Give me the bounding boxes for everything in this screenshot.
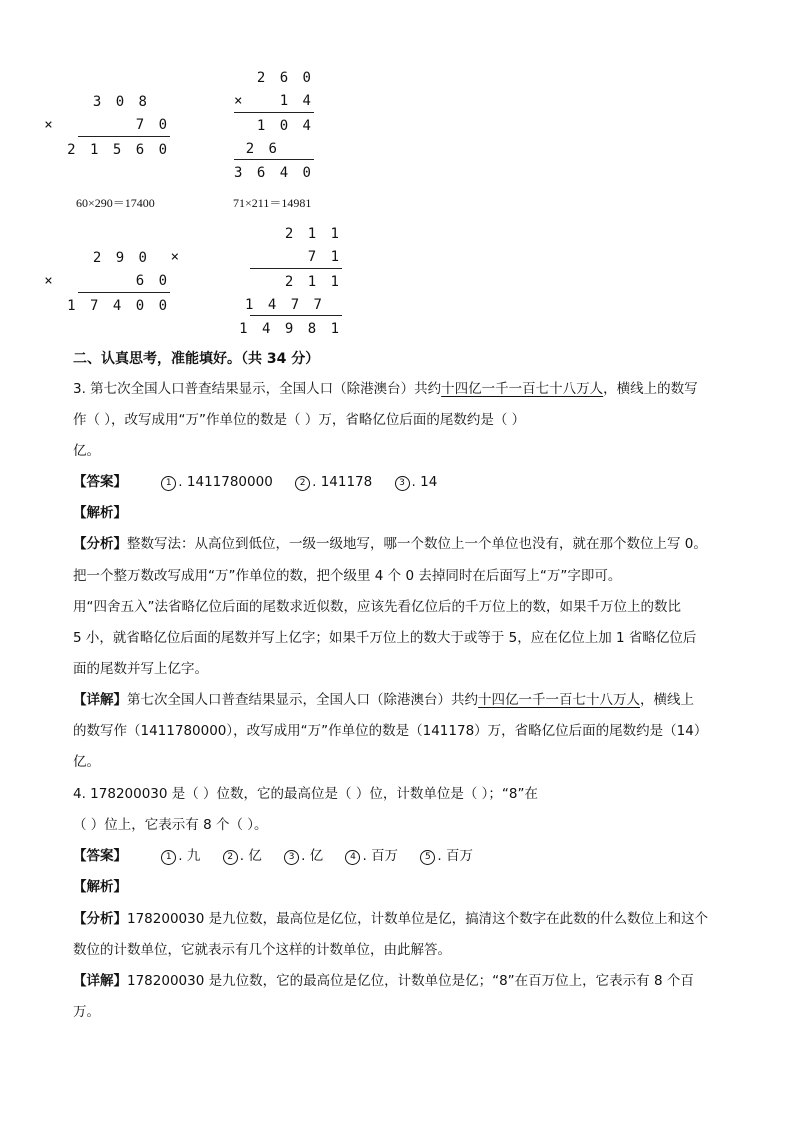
answer-value: 14 [420, 474, 438, 490]
analysis-text: 178200030 是九位数，最高位是亿位，计数单位是亿，搞清这个数字在此数的什么数位上和这个 [127, 911, 709, 927]
circled-number: 1 [161, 850, 176, 865]
equation-71x211: 71×211＝14981 [233, 196, 312, 210]
answer-item: 1 . 1411780000 [161, 474, 273, 490]
q4-analysis-2: 数位的计数单位，它就表示有几个这样的计数单位，由此解答。 [73, 942, 451, 958]
q3-detail-2: 的数写作（1411780000），改写成用“万”作单位的数是（141178）万，省略亿位后面的尾数约是（14） [73, 723, 708, 739]
answer-value: 亿 [248, 848, 262, 864]
equation-60x290: 60×290＝17400 [76, 196, 155, 210]
answer-item: 5 . 百万 [420, 848, 473, 864]
q4-detail-1 [73, 972, 694, 990]
q3-answer [73, 473, 455, 491]
circled-number: 2 [295, 476, 310, 491]
detail-text: 178200030 是九位数，它的最高位是亿位，计数单位是亿；“8”在百万位上，它表示有 8 个百 [127, 973, 694, 989]
answer-item: 2 . 141178 [295, 474, 372, 490]
q3-analysis-2: 把一个整万数改写成用“万”作单位的数，把个级里 4 个 0 去掉同时在后面写上“万”字即可。 [73, 568, 622, 584]
detail-text: 第七次全国人口普查结果显示，全国人口（除港澳台）共约 [127, 692, 478, 708]
calc-rule [250, 315, 342, 316]
calc-row: 2 6 0 [256, 70, 314, 86]
circled-number: 2 [223, 850, 238, 865]
calc-row: × 7 1 [170, 249, 342, 265]
answer-item: 2 . 亿 [223, 848, 262, 864]
answer-value: 九 [186, 848, 201, 864]
circled-number: 3 [395, 476, 410, 491]
q3-analysis-1 [73, 535, 707, 553]
calc-row: 2 6 [245, 141, 280, 157]
calc-rule [78, 136, 170, 137]
answer-tag: 【答案】 [73, 474, 127, 490]
q3-analysis-4: 5 小，就省略亿位后面的尾数并写上亿字；如果千万位上的数大于或等于 5，应在亿位上加 1 省略亿位后 [73, 630, 697, 646]
answer-value: 亿 [309, 848, 324, 864]
analysis-tag: 【分析】 [73, 536, 127, 552]
q3-detail-3: 亿。 [73, 754, 100, 770]
calc-row: 2 1 1 [284, 274, 342, 290]
q4-jiexi-tag: 【解析】 [73, 879, 127, 895]
q4-answer [73, 847, 491, 865]
section-heading: 二、认真思考，准能填好。（共 34 分） [73, 351, 320, 367]
calc-308x70 [44, 94, 170, 160]
answer-item: 1 . 九 [161, 848, 200, 864]
calc-row: 1 7 4 0 0 [67, 298, 170, 314]
calc-rule [234, 112, 314, 113]
calc-rule [250, 268, 342, 269]
q4-analysis-1 [73, 910, 708, 928]
detail-tag: 【详解】 [73, 973, 127, 989]
calc-row: × 6 0 [44, 273, 170, 289]
q3-line3: 亿。 [73, 443, 100, 459]
calc-row: 2 1 1 [284, 226, 342, 242]
q4-line2: （ ）位上，它表示有 8 个（ ）。 [73, 817, 268, 833]
calc-row: × 7 0 [44, 117, 170, 133]
detail-text: ，横线上 [640, 692, 694, 708]
q3-jiexi-tag: 【解析】 [73, 505, 127, 521]
detail-tag: 【详解】 [73, 692, 127, 708]
answer-item: 3 . 亿 [284, 848, 323, 864]
analysis-text: 整数写法：从高位到低位，一级一级地写，哪一个数位上一个单位也没有，就在那个数位上写 0。 [127, 536, 707, 552]
circled-number: 4 [345, 850, 360, 865]
q3-line1 [73, 380, 698, 398]
answer-item: 4 . 百万 [345, 848, 398, 864]
answer-value: 百万 [445, 848, 473, 864]
calc-row: 1 4 9 8 1 [239, 321, 342, 337]
q3-detail-1 [73, 691, 694, 709]
answer-tag: 【答案】 [73, 848, 127, 864]
q3-analysis-5: 面的尾数并写上亿字。 [73, 661, 208, 677]
calc-row: × 1 4 [233, 93, 314, 109]
calc-row: 1 4 7 7 [244, 297, 325, 313]
answer-item: 3 . 14 [395, 474, 438, 490]
calc-260x14 [234, 70, 314, 182]
answer-value: 141178 [320, 474, 373, 490]
answer-value: 百万 [371, 848, 399, 864]
circled-number: 3 [284, 850, 299, 865]
q3-text: 3. 第七次全国人口普查结果显示，全国人口（除港澳台）共约 [73, 381, 442, 397]
calc-row: 2 1 5 6 0 [67, 142, 170, 158]
calc-290x60 [44, 250, 170, 316]
calc-rule [234, 159, 314, 160]
circled-number: 5 [420, 850, 435, 865]
calc-rule [78, 292, 170, 293]
analysis-tag: 【分析】 [73, 911, 127, 927]
q3-text: ，横线上的数写 [603, 381, 698, 397]
q3-line2: 作（ ），改写成用“万”作单位的数是（ ）万，省略亿位后面的尾数约是（ ） [73, 412, 526, 428]
calc-211x71 [170, 226, 342, 338]
q4-line1: 4. 178200030 是（ ）位数，它的最高位是（ ）位，计数单位是（ ）；“8”在 [73, 786, 538, 802]
circled-number: 1 [161, 476, 176, 491]
answer-value: 1411780000 [186, 474, 273, 490]
q3-analysis-3: 用“四舍五入”法省略亿位后面的尾数求近似数，应该先看亿位后的千万位上的数，如果千万位上的数比 [73, 599, 681, 615]
q3-underlined-number: 十四亿一千一百七十八万人 [441, 381, 604, 397]
calc-row: 3 6 4 0 [233, 165, 314, 181]
calc-row: 3 0 8 [92, 94, 150, 110]
calc-row: 1 0 4 [256, 118, 314, 134]
detail-underlined-number: 十四亿一千一百七十八万人 [478, 692, 640, 708]
q4-detail-2: 万。 [73, 1004, 100, 1020]
calc-row: 2 9 0 [92, 250, 150, 266]
